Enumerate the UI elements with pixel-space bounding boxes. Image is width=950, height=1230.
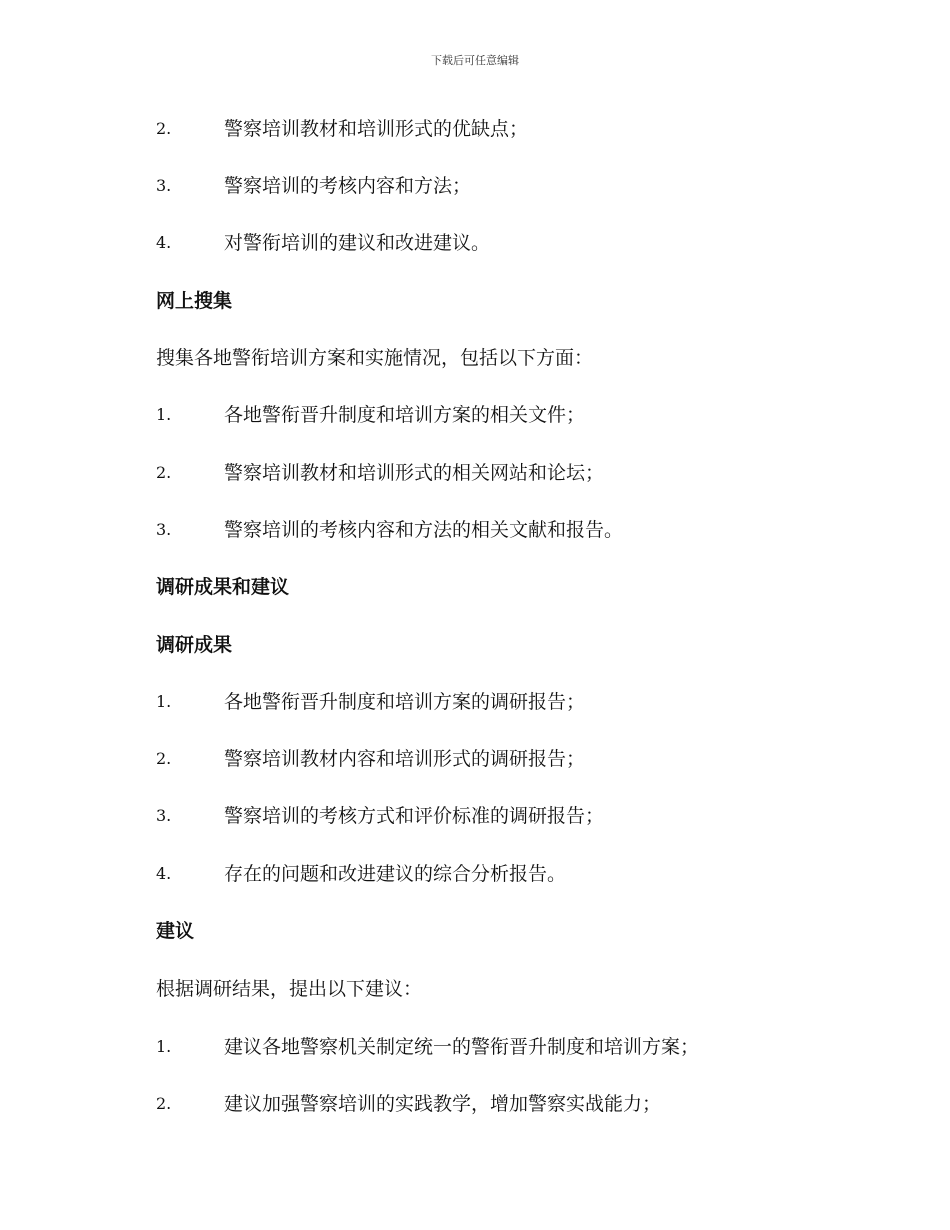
- section-heading-results-suggestions: 调研成果和建议: [156, 576, 290, 598]
- list-item-number: 1.: [156, 692, 172, 711]
- list-item: [156, 744, 910, 774]
- list-item-text: 警察培训的考核内容和方法的相关文献和报告。: [224, 519, 624, 541]
- list-item-number: 2.: [156, 119, 172, 138]
- list-item-number: 4.: [156, 864, 172, 883]
- list-item: [156, 458, 910, 488]
- list-item: [156, 400, 910, 430]
- online-intro-paragraph: 搜集各地警衔培训方案和实施情况，包括以下方面：: [156, 347, 594, 369]
- list-item-number: 2.: [156, 1094, 172, 1113]
- list-item: [156, 687, 910, 717]
- list-item: [156, 801, 910, 831]
- list-item-number: 3.: [156, 806, 172, 825]
- list-item: [156, 114, 910, 144]
- list-item-text: 警察培训的考核方式和评价标准的调研报告；: [224, 805, 605, 827]
- list-item: [156, 1089, 910, 1119]
- section-heading-online: 网上搜集: [156, 290, 233, 312]
- section-heading-results: 调研成果: [156, 634, 233, 656]
- list-item-text: 对警衔培训的建议和改进建议。: [224, 232, 491, 254]
- list-item-number: 4.: [156, 233, 172, 252]
- list-item-text: 警察培训教材内容和培训形式的调研报告；: [224, 748, 586, 770]
- list-item-text: 各地警衔晋升制度和培训方案的相关文件；: [224, 404, 586, 426]
- list-item-number: 3.: [156, 520, 172, 539]
- list-item: [156, 1032, 910, 1062]
- section-heading-suggestions: 建议: [156, 920, 195, 942]
- suggestions-intro-paragraph: 根据调研结果，提出以下建议：: [156, 978, 423, 1000]
- list-item: [156, 228, 910, 258]
- list-item-number: 1.: [156, 405, 172, 424]
- list-item-number: 2.: [156, 463, 172, 482]
- list-item-number: 2.: [156, 749, 172, 768]
- list-item-number: 1.: [156, 1037, 172, 1056]
- list-item-text: 各地警衔晋升制度和培训方案的调研报告；: [224, 691, 586, 713]
- list-item: [156, 859, 910, 889]
- list-item: [156, 171, 910, 201]
- list-item-text: 警察培训的考核内容和方法；: [224, 175, 472, 197]
- list-item: [156, 515, 910, 545]
- list-item-number: 3.: [156, 176, 172, 195]
- list-item-text: 存在的问题和改进建议的综合分析报告。: [224, 863, 567, 885]
- list-item-text: 警察培训教材和培训形式的相关网站和论坛；: [224, 462, 605, 484]
- page-header: 下载后可任意编辑: [431, 54, 519, 67]
- list-item-text: 建议各地警察机关制定统一的警衔晋升制度和培训方案；: [224, 1036, 700, 1058]
- list-item-text: 警察培训教材和培训形式的优缺点；: [224, 118, 529, 140]
- list-item-text: 建议加强警察培训的实践教学，增加警察实战能力；: [224, 1093, 662, 1115]
